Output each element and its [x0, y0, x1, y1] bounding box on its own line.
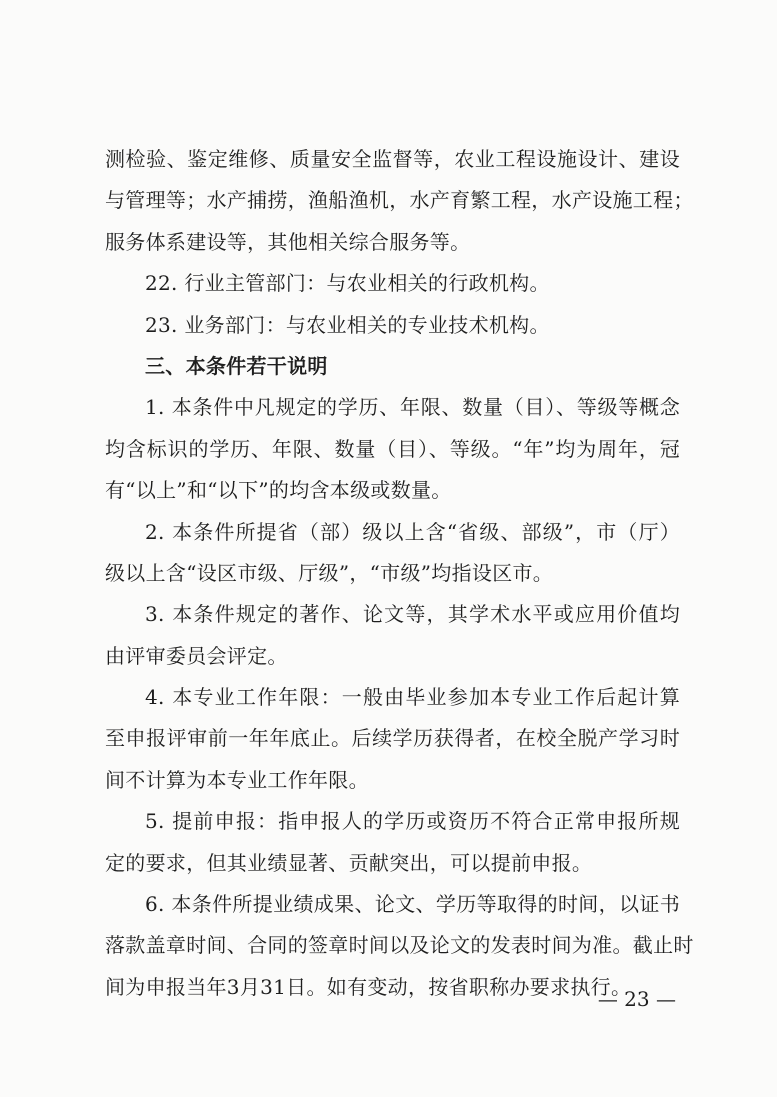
text-line: 落款盖章时间、合同的签章时间以及论文的发表时间为准。截止时	[105, 933, 694, 958]
text-line: 服务体系建设等，其他相关综合服务等。	[105, 229, 471, 254]
text-line: 4. 本专业工作年限：一般由毕业参加本专业工作后起计算	[145, 685, 680, 710]
text-line: 6. 本条件所提业绩成果、论文、学历等取得的时间，以证书	[145, 892, 680, 917]
body-text	[105, 139, 694, 1008]
text-line: 测检验、鉴定维修、质量安全监督等，农业工程设施设计、建设	[105, 147, 680, 171]
text-line: 间为申报当年3月31日。如有变动，按省职称办要求执行。	[105, 974, 632, 999]
text-line: 均含标识的学历、年限、数量（目）、等级。“年”均为周年，冠	[105, 436, 680, 461]
text-line: 有“以上”和“以下”的均含本级或数量。	[105, 478, 452, 503]
text-line: 5. 提前申报：指申报人的学历或资历不符合正常申报所规	[145, 809, 680, 834]
text-line: 至申报评审前一年年底止。后续学历获得者，在校全脱产学习时	[105, 726, 680, 751]
text-line: 定的要求，但其业绩显著、贡献突出，可以提前申报。	[105, 850, 593, 875]
text-line: 间不计算为本专业工作年限。	[105, 767, 369, 792]
text-line: 1. 本条件中凡规定的学历、年限、数量（目）、等级等概念	[145, 395, 680, 420]
text-line: 级以上含“设区市级、厅级”，“市级”均指设区市。	[105, 560, 554, 585]
text-line: 23. 业务部门：与农业相关的专业技术机构。	[145, 312, 550, 337]
text-line: 2. 本条件所提省（部）级以上含“省级、部级”，市（厅）	[145, 519, 680, 544]
text-line: 3. 本条件规定的著作、论文等，其学术水平或应用价值均	[145, 602, 680, 627]
text-line: 22. 行业主管部门：与农业相关的行政机构。	[145, 271, 550, 296]
page-number: — 23 —	[597, 987, 676, 1011]
text-line: 与管理等；水产捕捞，渔船渔机，水产育繁工程，水产设施工程；	[105, 188, 694, 213]
section-heading: 三、本条件若干说明	[145, 353, 328, 378]
text-line: 由评审委员会评定。	[105, 643, 288, 668]
